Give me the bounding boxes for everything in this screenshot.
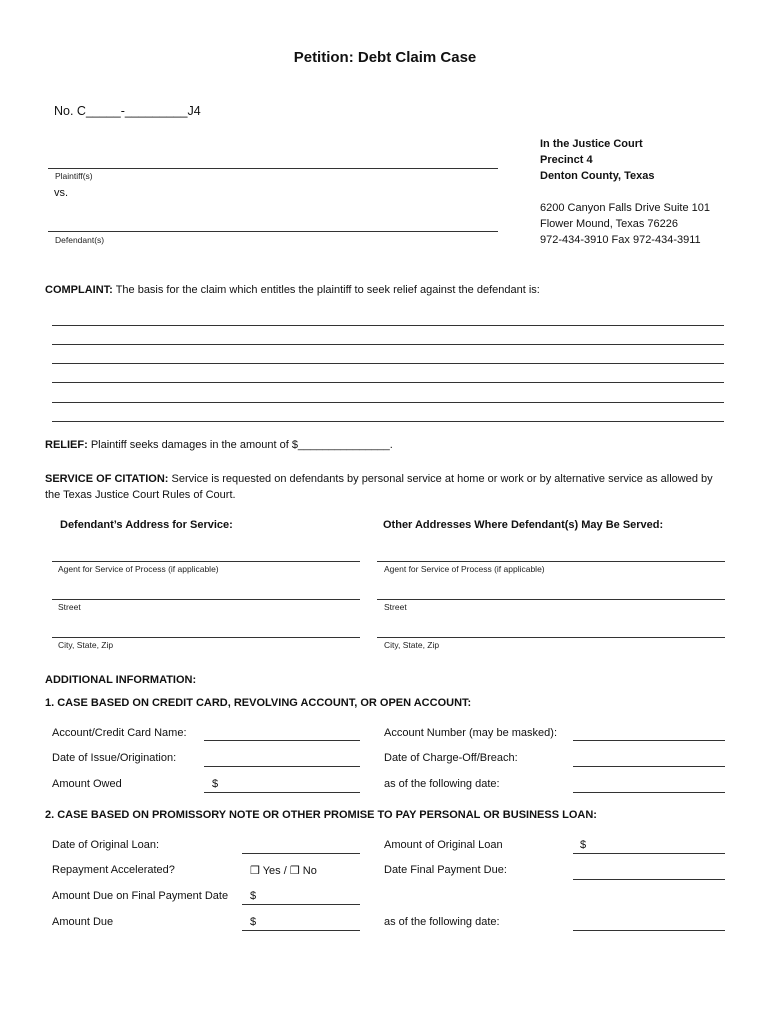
amount-due-dollar: $	[250, 916, 257, 928]
relief-text: Plaintiff seeks damages in the amount of $_______________.	[90, 439, 393, 451]
amount-loan-dollar: $	[580, 839, 587, 851]
vs-text: vs.	[54, 187, 69, 199]
additional-info-heading: ADDITIONAL INFORMATION:	[45, 674, 197, 686]
court-name: In the Justice Court	[540, 138, 643, 150]
as-of-date-field-2[interactable]	[573, 930, 725, 931]
account-name-field[interactable]	[204, 740, 360, 741]
city-line-right[interactable]	[377, 637, 725, 638]
complaint-line[interactable]	[52, 382, 724, 383]
amount-due-label: Amount Due	[52, 916, 114, 928]
repayment-yes-no-checkboxes[interactable]: ❒ Yes / ❒ No	[250, 865, 317, 877]
service-text: Service is requested on defendants by personal service at home or work or by alternative service as allowed by the Texas Justice Court Rules of Court.	[45, 473, 713, 501]
complaint-label: COMPLAINT:	[45, 284, 113, 296]
defendant-address-heading: Defendant’s Address for Service:	[60, 519, 233, 531]
complaint-line[interactable]	[52, 344, 724, 345]
complaint-line[interactable]	[52, 363, 724, 364]
account-name-label: Account/Credit Card Name:	[52, 727, 187, 739]
account-number-label: Account Number (may be masked):	[384, 727, 558, 739]
service-statement	[45, 471, 725, 503]
defendant-line[interactable]	[48, 231, 498, 232]
amount-final-field[interactable]	[242, 904, 360, 905]
date-issue-field[interactable]	[204, 766, 360, 767]
court-phone: 972-434-3910 Fax 972-434-3911	[540, 234, 701, 246]
agent-line-right[interactable]	[377, 561, 725, 562]
date-issue-label: Date of Issue/Origination:	[52, 752, 177, 764]
date-chargeoff-label: Date of Charge-Off/Breach:	[384, 752, 518, 764]
city-label-left: City, State, Zip	[58, 640, 114, 650]
amount-loan-label: Amount of Original Loan	[384, 839, 503, 851]
amount-owed-dollar: $	[212, 778, 219, 790]
court-address-street: 6200 Canyon Falls Drive Suite 101	[540, 202, 710, 214]
complaint-line[interactable]	[52, 402, 724, 403]
amount-final-label: Amount Due on Final Payment Date	[52, 890, 229, 902]
court-county: Denton County, Texas	[540, 170, 655, 182]
amount-final-dollar: $	[250, 890, 257, 902]
date-loan-field[interactable]	[242, 853, 360, 854]
amount-loan-field[interactable]	[573, 853, 725, 854]
street-line-left[interactable]	[52, 599, 360, 600]
other-addresses-heading: Other Addresses Where Defendant(s) May Be Served:	[383, 519, 664, 531]
as-of-date-field-1[interactable]	[573, 792, 725, 793]
plaintiff-label: Plaintiff(s)	[55, 171, 93, 181]
final-due-label: Date Final Payment Due:	[384, 864, 507, 876]
agent-line-left[interactable]	[52, 561, 360, 562]
defendant-label: Defendant(s)	[55, 235, 105, 245]
case-number: No. C_____-_________J4	[54, 104, 201, 118]
relief-statement	[45, 439, 393, 451]
section-1-heading: 1. CASE BASED ON CREDIT CARD, REVOLVING ACCOUNT, OR OPEN ACCOUNT:	[45, 697, 472, 709]
city-label-right: City, State, Zip	[384, 640, 440, 650]
page-title: Petition: Debt Claim Case	[293, 49, 477, 66]
complaint-statement	[45, 284, 540, 296]
as-of-date-label-2: as of the following date:	[384, 916, 500, 928]
complaint-text: The basis for the claim which entitles the plaintiff to seek relief against the defendant is:	[115, 284, 540, 296]
complaint-line[interactable]	[52, 325, 724, 326]
repayment-label: Repayment Accelerated?	[52, 864, 175, 876]
street-line-right[interactable]	[377, 599, 725, 600]
court-address-city: Flower Mound, Texas 76226	[540, 218, 678, 230]
court-precinct: Precinct 4	[540, 154, 593, 166]
agent-label-right: Agent for Service of Process (if applicable)	[384, 564, 545, 574]
street-label-left: Street	[58, 602, 81, 612]
service-label: SERVICE OF CITATION:	[45, 473, 169, 485]
account-number-field[interactable]	[573, 740, 725, 741]
street-label-right: Street	[384, 602, 407, 612]
final-due-field[interactable]	[573, 879, 725, 880]
date-loan-label: Date of Original Loan:	[52, 839, 160, 851]
relief-label: RELIEF:	[45, 439, 88, 451]
plaintiff-line[interactable]	[48, 168, 498, 169]
complaint-line[interactable]	[52, 421, 724, 422]
agent-label-left: Agent for Service of Process (if applicable)	[58, 564, 219, 574]
as-of-date-label-1: as of the following date:	[384, 778, 500, 790]
amount-owed-field[interactable]	[204, 792, 360, 793]
amount-due-field[interactable]	[242, 930, 360, 931]
city-line-left[interactable]	[52, 637, 360, 638]
date-chargeoff-field[interactable]	[573, 766, 725, 767]
section-2-heading: 2. CASE BASED ON PROMISSORY NOTE OR OTHER PROMISE TO PAY PERSONAL OR BUSINESS LOAN:	[45, 809, 597, 821]
amount-owed-label: Amount Owed	[52, 778, 122, 790]
